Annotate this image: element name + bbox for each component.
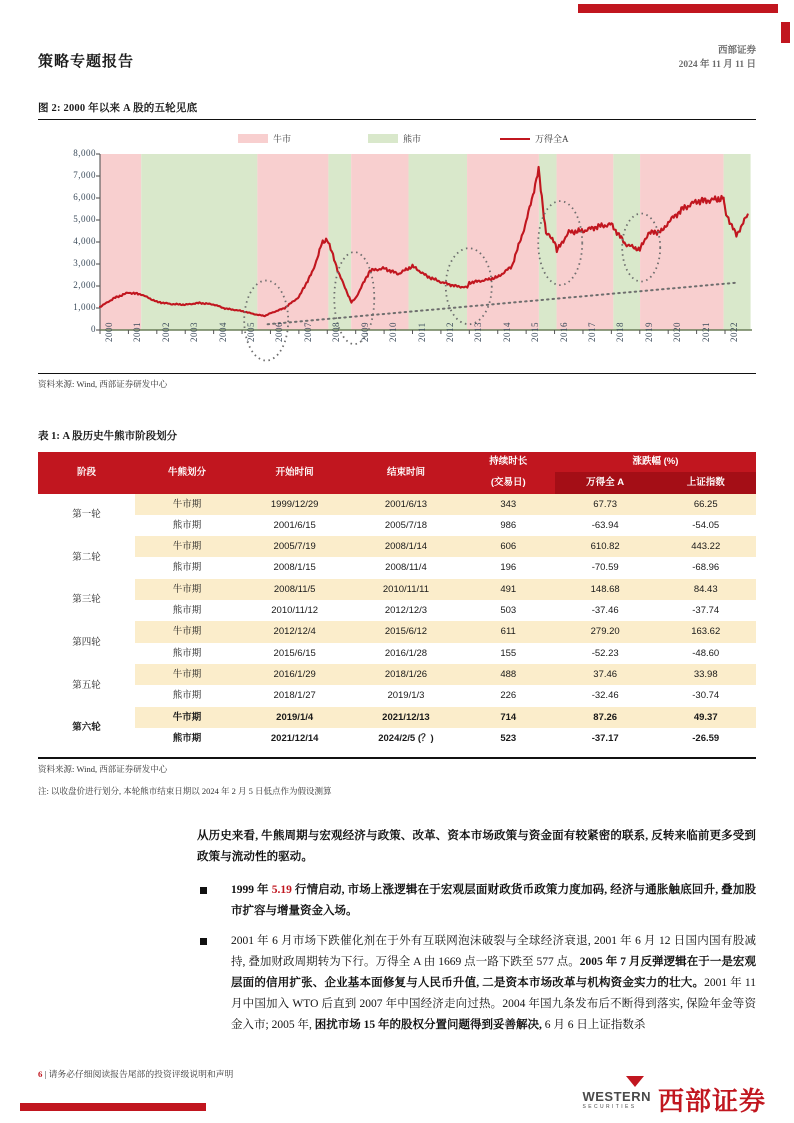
- logo-chinese: 西部证券: [657, 1086, 766, 1116]
- bullet-text-run: 困扰市场 15 年的股权分置问题得到妥善解决,: [314, 1019, 542, 1032]
- table-cell-sse: 163.62: [655, 621, 756, 642]
- header-meta: [679, 44, 756, 73]
- chart-x-tick-label: 2003: [189, 322, 200, 342]
- chart-y-tick-label: 8,000: [73, 148, 96, 158]
- table-cell-start: 2010/11/12: [239, 600, 350, 621]
- table-cell-sse: -68.96: [655, 557, 756, 578]
- table-cell-sse: -30.74: [655, 685, 756, 706]
- bullet-text-run: 2001 年 11 月中国加入 WTO 后直到 2007 年中国经济走向过热。2004 年国九条发布后不断得到落实, 保险年金等资金入市; 2005 年,: [231, 977, 757, 1032]
- bullet-text-run: 1999 年: [231, 883, 272, 896]
- chart-y-tick-label: 7,000: [73, 170, 96, 180]
- table-cell-duration: 196: [462, 557, 555, 578]
- table-cell-sse: 84.43: [655, 579, 756, 600]
- chart-x-tick-label: 2010: [388, 322, 399, 342]
- chart-x-tick-label: 2017: [586, 322, 597, 342]
- chart-y-tick-label: 2,000: [73, 280, 96, 290]
- table-cell-end: 2018/1/26: [350, 664, 461, 685]
- logo-en-top: WESTERN: [582, 1088, 651, 1104]
- table-cell-sse: 66.25: [655, 494, 756, 515]
- table-row: [38, 685, 756, 706]
- table-cell-sse: -37.74: [655, 600, 756, 621]
- chart-y-tick-label: 5,000: [73, 214, 96, 224]
- table-cell-end: 2008/1/14: [350, 536, 461, 557]
- table-cell-duration: 523: [462, 728, 555, 749]
- table-row: [38, 643, 756, 664]
- header-date: 2024 年 11 月 11 日: [678, 60, 756, 71]
- bullet-text-run: 5.19: [271, 883, 292, 896]
- table-cell-duration: 491: [462, 579, 555, 600]
- table-row: [38, 515, 756, 536]
- logo-english: [582, 1090, 651, 1110]
- table-cell-division: 熊市期: [135, 600, 239, 621]
- table-cell-duration: 488: [462, 664, 555, 685]
- chart-x-tick-label: 2012: [444, 322, 455, 342]
- table-cell-division: 牛市期: [135, 707, 239, 728]
- chart-x-tick-label: 2019: [643, 322, 654, 342]
- legend-item-index: [500, 132, 569, 145]
- chart-legend: [38, 132, 756, 148]
- table-cell-division: 熊市期: [135, 728, 239, 749]
- table-cell-sse: -26.59: [655, 728, 756, 749]
- footer-page-number: 6: [38, 1069, 43, 1079]
- th-change-group: 涨跌幅 (%): [555, 452, 756, 472]
- table-cell-wind-a: -70.59: [555, 557, 656, 578]
- th-duration-line1: 持续时长: [462, 452, 555, 472]
- table-cell-start: 2019/1/4: [239, 707, 350, 728]
- table-cell-start: 2015/6/15: [239, 643, 350, 664]
- table-cell-wind-a: 87.26: [555, 707, 656, 728]
- table-cell-duration: 343: [462, 494, 555, 515]
- chart-y-tick-label: 1,000: [73, 302, 96, 312]
- page-header: [38, 44, 756, 84]
- table-row: [38, 600, 756, 621]
- figure-top-rule: [38, 119, 756, 120]
- table-cell-end: 2015/6/12: [350, 621, 461, 642]
- header-accent-bar: [578, 4, 778, 13]
- table-cell-wind-a: -32.46: [555, 685, 656, 706]
- chart-x-tick-label: 2004: [217, 322, 228, 342]
- bullet-text-run: 2001 年 6 月市场下跌催化剂在于外有互联网泡沫破裂与全球经济衰退, 2001 年 6 月 12 日国内国有股减持, 叠加财政周期转为下行。万得全 A 由 1669 点一路下跌至 577 点。: [231, 934, 756, 968]
- bullet-item: [197, 931, 756, 1037]
- th-end: 结束时间: [350, 452, 461, 494]
- table-cell-division: 牛市期: [135, 536, 239, 557]
- table-cell-division: 牛市期: [135, 664, 239, 685]
- chart-plot-area: [38, 148, 756, 372]
- figure-caption: 图 2: 2000 年以来 A 股的五轮见底: [38, 103, 198, 114]
- chart-x-tick-label: 2022: [729, 322, 739, 342]
- table-cell-sse: 33.98: [655, 664, 756, 685]
- chart-x-tick-label: 2018: [615, 322, 626, 342]
- footer-note: [38, 1067, 233, 1080]
- table-cell-wind-a: -37.17: [555, 728, 656, 749]
- table-row: [38, 557, 756, 578]
- chart-x-tick-label: 2005: [246, 322, 257, 342]
- footer-separator: |: [44, 1069, 47, 1079]
- legend-label-wind-a: 万得全A: [535, 134, 569, 144]
- table-cell-duration: 155: [462, 643, 555, 664]
- logo-en-bottom: SECURITIES: [582, 1103, 637, 1110]
- chart-y-tick-label: 4,000: [73, 236, 96, 246]
- table-row: [38, 621, 756, 642]
- legend-swatch-bull: [238, 134, 268, 143]
- chart-y-tick-label: 0: [91, 324, 96, 334]
- table-cell-wind-a: 67.73: [555, 494, 656, 515]
- th-wind-a: 万得全 A: [555, 472, 656, 494]
- table-cell-sse: 443.22: [655, 536, 756, 557]
- table-cell-division: 牛市期: [135, 494, 239, 515]
- table-cell-end: 2010/11/11: [350, 579, 461, 600]
- table-cell-duration: 606: [462, 536, 555, 557]
- table-cell-start: 2021/12/14: [239, 728, 350, 749]
- table-source: 资料来源: Wind, 西部证券研发中心: [38, 764, 168, 774]
- table-cell-end: 2016/1/28: [350, 643, 461, 664]
- table-row: [38, 707, 756, 728]
- table-cell-start: 2012/12/4: [239, 621, 350, 642]
- table-cell-sse: -48.60: [655, 643, 756, 664]
- table-cell-duration: 503: [462, 600, 555, 621]
- chart-x-tick-label: 2002: [160, 322, 171, 342]
- chart-x-tick-label: 2020: [672, 322, 683, 342]
- lead-paragraph: 从历史来看, 牛熊周期与宏观经济与政策、改革、资本市场政策与资金面有较紧密的联系, 反转来临前更多受到政策与流动性的驱动。: [197, 830, 756, 864]
- figure-chart: [38, 122, 756, 372]
- table-cell-wind-a: -52.23: [555, 643, 656, 664]
- chart-x-tick-label: 2013: [473, 322, 484, 342]
- table-bottom-rule: [38, 757, 756, 759]
- table-cell-duration: 986: [462, 515, 555, 536]
- table-cell-wind-a: 610.82: [555, 536, 656, 557]
- table-cell-wind-a: 148.68: [555, 579, 656, 600]
- company-logo: [582, 1081, 766, 1118]
- table-cell-stage: 第五轮: [38, 664, 135, 707]
- table-cell-end: 2008/11/4: [350, 557, 461, 578]
- table-cell-division: 牛市期: [135, 579, 239, 600]
- chart-x-tick-label: 2014: [501, 322, 512, 342]
- legend-line-wind-a: [500, 138, 530, 140]
- table-cell-division: 熊市期: [135, 557, 239, 578]
- table-cell-wind-a: 279.20: [555, 621, 656, 642]
- chart-x-tick-label: 2015: [530, 322, 541, 342]
- table-cell-start: 2008/1/15: [239, 557, 350, 578]
- table-cell-division: 牛市期: [135, 621, 239, 642]
- th-sse: 上证指数: [655, 472, 756, 494]
- table-cell-stage: 第六轮: [38, 707, 135, 750]
- table-cell-wind-a: 37.46: [555, 664, 656, 685]
- chart-x-tick-label: 2000: [104, 322, 114, 342]
- footer-accent-bar: [20, 1103, 206, 1111]
- table-row: [38, 494, 756, 515]
- th-division: 牛熊划分: [135, 452, 239, 494]
- table-cell-end: 2001/6/13: [350, 494, 461, 515]
- table-cell-stage: 第一轮: [38, 494, 135, 537]
- th-stage: 阶段: [38, 452, 135, 494]
- table-caption: 表 1: A 股历史牛熊市阶段划分: [38, 431, 178, 442]
- legend-swatch-bear: [368, 134, 398, 143]
- table-cell-end: 2012/12/3: [350, 600, 461, 621]
- table-cell-division: 熊市期: [135, 685, 239, 706]
- chart-x-tick-label: 2021: [700, 322, 711, 342]
- legend-label-bull: 牛市: [273, 134, 292, 144]
- bullet-list: [197, 880, 756, 1037]
- chart-x-tick-label: 2001: [132, 322, 143, 342]
- table-cell-duration: 611: [462, 621, 555, 642]
- legend-label-bear: 熊市: [403, 134, 422, 144]
- table-cell-sse: 49.37: [655, 707, 756, 728]
- chart-x-tick-label: 2009: [359, 322, 370, 342]
- legend-item-bear: [368, 132, 421, 145]
- table-cell-duration: 226: [462, 685, 555, 706]
- table-note: 注: 以收盘价进行划分, 本轮熊市结束日期以 2024 年 2 月 5 日低点作为假设测算: [38, 786, 332, 796]
- table-cell-end: 2024/2/5 (？): [350, 728, 461, 749]
- bull-bear-table: [38, 452, 756, 749]
- table-cell-start: 1999/12/29: [239, 494, 350, 515]
- table-cell-stage: 第三轮: [38, 579, 135, 622]
- legend-item-bull: [238, 132, 291, 145]
- bullet-item: [197, 880, 756, 922]
- body-content: [197, 826, 756, 1046]
- figure-source: 资料来源: Wind, 西部证券研发中心: [38, 379, 168, 389]
- table-row: [38, 579, 756, 600]
- chart-x-tick-label: 2008: [331, 322, 342, 342]
- th-start: 开始时间: [239, 452, 350, 494]
- chart-x-tick-label: 2011: [416, 322, 427, 342]
- chart-x-tick-label: 2006: [274, 322, 285, 342]
- header-firm-name: 西部证券: [717, 46, 756, 56]
- table-cell-end: 2021/12/13: [350, 707, 461, 728]
- table-cell-wind-a: -63.94: [555, 515, 656, 536]
- table-cell-start: 2008/11/5: [239, 579, 350, 600]
- table-row: [38, 536, 756, 557]
- table-header-row-1: [38, 452, 756, 472]
- table-cell-stage: 第四轮: [38, 621, 135, 664]
- table-cell-duration: 714: [462, 707, 555, 728]
- table-cell-stage: 第二轮: [38, 536, 135, 579]
- table-cell-wind-a: -37.46: [555, 600, 656, 621]
- table-cell-end: 2019/1/3: [350, 685, 461, 706]
- table-cell-start: 2016/1/29: [239, 664, 350, 685]
- table-cell-sse: -54.05: [655, 515, 756, 536]
- chart-x-tick-label: 2007: [302, 322, 313, 342]
- chart-x-tick-label: 2016: [558, 322, 569, 342]
- table-cell-division: 熊市期: [135, 643, 239, 664]
- th-duration-line2: (交易日): [462, 472, 555, 494]
- figure-bottom-rule: [38, 373, 756, 374]
- table-cell-start: 2018/1/27: [239, 685, 350, 706]
- table-row: [38, 728, 756, 749]
- table-cell-division: 熊市期: [135, 515, 239, 536]
- table-cell-start: 2005/7/19: [239, 536, 350, 557]
- bullet-text-run: 行情启动, 市场上涨逻辑在于宏观层面财政货币政策力度加码, 经济与通胀触底回升, 叠加股市扩容与增量资金入场。: [231, 883, 756, 917]
- page-title: 策略专题报告: [38, 54, 135, 70]
- table-row: [38, 664, 756, 685]
- chart-y-tick-label: 6,000: [73, 192, 96, 202]
- table-cell-start: 2001/6/15: [239, 515, 350, 536]
- chart-y-tick-label: 3,000: [73, 258, 96, 268]
- table-cell-end: 2005/7/18: [350, 515, 461, 536]
- bullet-text-run: 6 月 6 日上证指数杀: [541, 1019, 646, 1032]
- table-body: [38, 494, 756, 750]
- footer-disclaimer: 请务必仔细阅读报告尾部的投资评级说明和声明: [48, 1069, 234, 1079]
- bullet-text-run: 2005 年 7 月反弹逻辑在于一是宏观层面的信用扩张、企业基本面修复与人民币升值, 二是资本市场改革与机构资金实力的壮大。: [231, 956, 756, 990]
- header-accent-square: [781, 22, 790, 43]
